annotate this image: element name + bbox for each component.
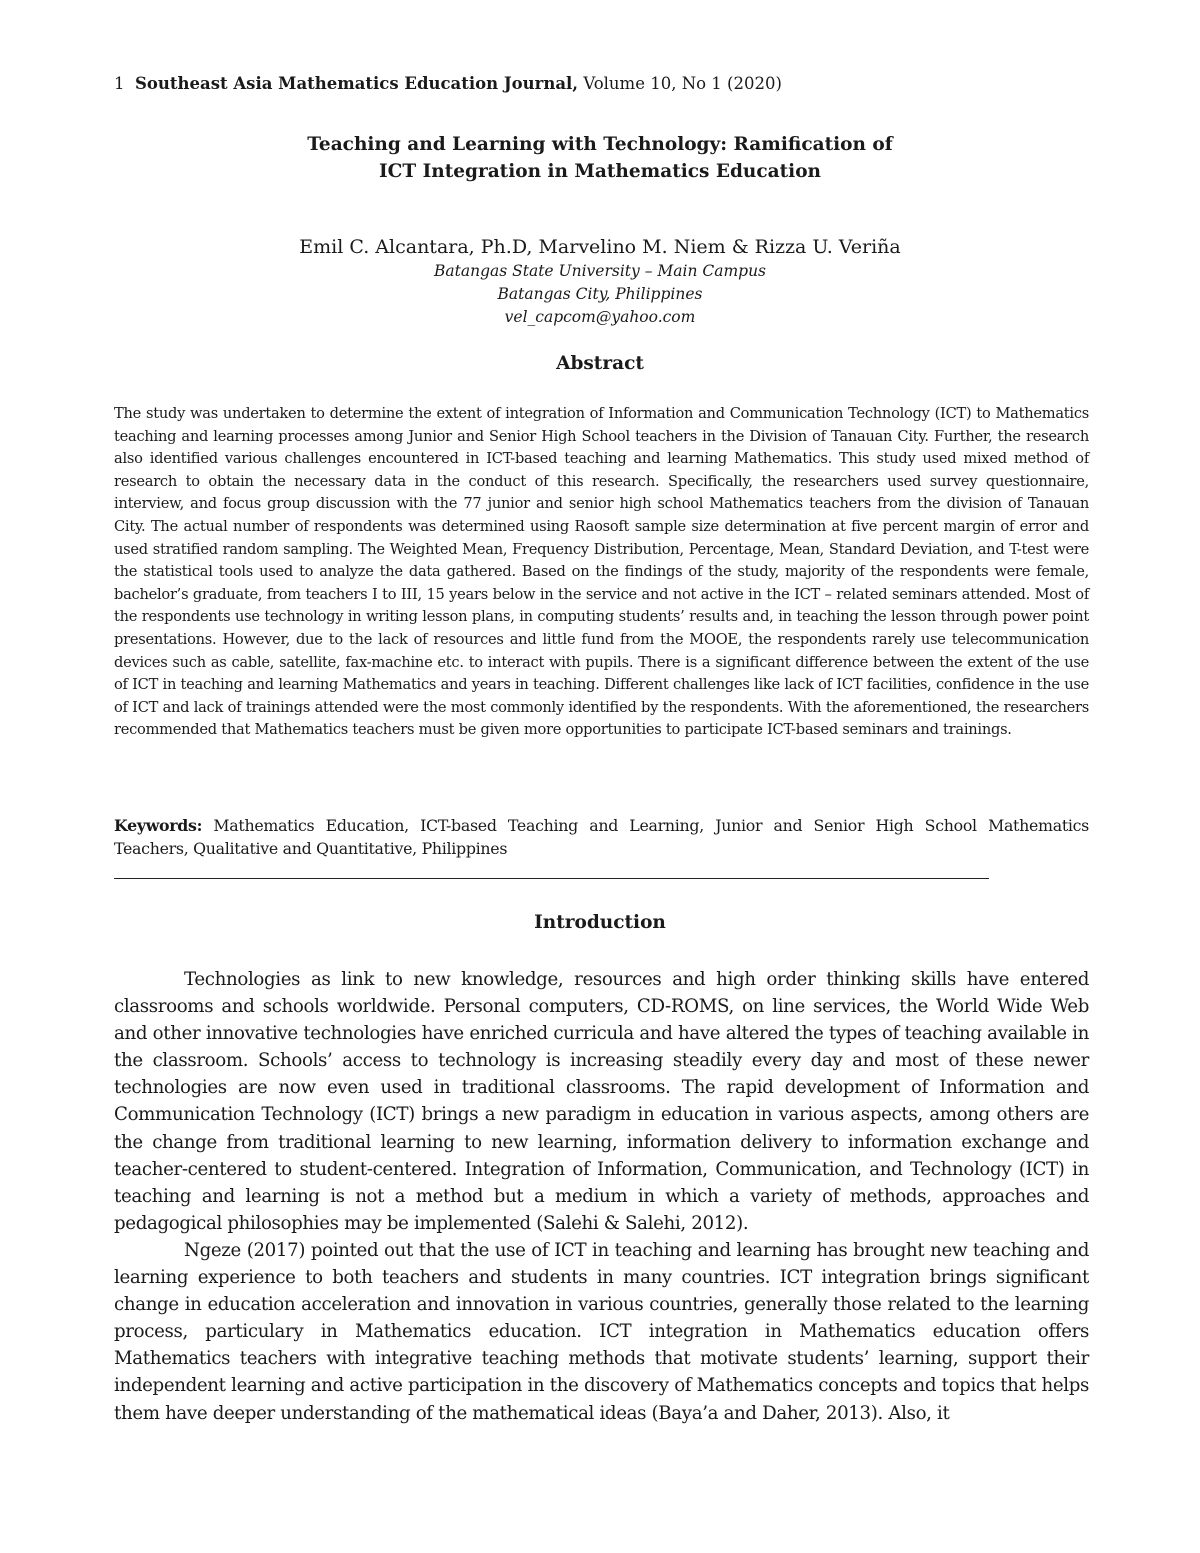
introduction-body <box>114 966 1089 1427</box>
keywords-label: Keywords: <box>114 816 203 835</box>
affiliation-block <box>114 260 1086 329</box>
keywords-block <box>114 814 1089 860</box>
journal-name: Southeast Asia Mathematics Education Journal, <box>135 74 579 93</box>
title-line-2: ICT Integration in Mathematics Education <box>379 161 821 182</box>
page-number: 1 <box>114 74 125 93</box>
affiliation: Batangas State University – Main Campus <box>433 262 767 280</box>
article-title <box>114 131 1086 185</box>
introduction-heading: Introduction <box>534 912 666 933</box>
author-email: vel_capcom@yahoo.com <box>504 308 696 326</box>
volume-info: Volume 10, No 1 (2020) <box>583 74 782 93</box>
intro-paragraph-1: Technologies as link to new knowledge, resources and high order thinking skills have entered classrooms and schools worldwide. Personal computers, CD-ROMS, on line services, the World Wide Web and other innovative technologies have enriched curricula and have altered the types of teaching available in the classroom. Schools’ access to technology is increasing steadily every day and most of these newer technologies are now even used in traditional classrooms. The rapid development of Information and Communication Technology (ICT) brings a new paradigm in education in various aspects, among others are the change from traditional learning to new learning, information delivery to information exchange and teacher-centered to student-centered. Integration of Information, Communication, and Technology (ICT) in teaching and learning is not a method but a medium in which a variety of methods, approaches and pedagogical philosophies may be implemented (Salehi & Salehi, 2012). <box>114 969 1089 1234</box>
abstract-text: The study was undertaken to determine the extent of integration of Information and Communication Technology (ICT) to Mathematics teaching and learning processes among Junior and Senior High School teachers in the Division of Tanauan City. Further, the research also identified various challenges encountered in ICT-based teaching and learning Mathematics. This study used mixed method of research to obtain the necessary data in the conduct of this research. Specifically, the researchers used survey questionnaire, interview, and focus group discussion with the 77 junior and senior high school Mathematics teachers from the division of Tanauan City. The actual number of respondents was determined using Raosoft sample size determination at five percent margin of error and used stratified random sampling. The Weighted Mean, Frequency Distribution, Percentage, Mean, Standard Deviation, and T-test were the statistical tools used to analyze the data gathered. Based on the findings of the study, majority of the respondents were female, bachelor’s graduate, from teachers I to III, 15 years below in the service and not active in the ICT – related seminars attended. Most of the respondents use technology in writing lesson plans, in computing students’ results and, in teaching the lesson through power point presentations. However, due to the lack of resources and little fund from the MOOE, the respondents rarely use telecommunication devices such as cable, satellite, fax-machine etc. to interact with pupils. There is a significant difference between the extent of the use of ICT in teaching and learning Mathematics and years in teaching. Different challenges like lack of ICT facilities, confidence in the use of ICT and lack of trainings attended were the most commonly identified by the respondents. With the aforementioned, the researchers recommended that Mathematics teachers must be given more opportunities to participate ICT-based seminars and trainings. <box>114 405 1089 739</box>
location: Batangas City, Philippines <box>497 285 703 303</box>
title-line-1: Teaching and Learning with Technology: Ramification of <box>307 134 893 155</box>
author-list: Emil C. Alcantara, Ph.D, Marvelino M. Niem & Rizza U. Veriña <box>299 236 901 258</box>
keywords-text: Mathematics Education, ICT-based Teaching and Learning, Junior and Senior High School Mathematics Teachers, Qualitative and Quantitative, Philippines <box>114 816 1089 858</box>
running-header <box>114 74 782 93</box>
intro-paragraph-2: Ngeze (2017) pointed out that the use of ICT in teaching and learning has brought new teaching and learning experience to both teachers and students in many countries. ICT integration brings significant change in education acceleration and innovation in various countries, generally those related to the learning process, particulary in Mathematics education. ICT integration in Mathematics education offers Mathematics teachers with integrative teaching methods that motivate students’ learning, support their independent learning and active participation in the discovery of Mathematics concepts and topics that helps them have deeper understanding of the mathematical ideas (Baya’a and Daher, 2013). Also, it <box>114 1239 1089 1424</box>
section-divider <box>114 878 989 879</box>
abstract-heading: Abstract <box>556 353 644 374</box>
